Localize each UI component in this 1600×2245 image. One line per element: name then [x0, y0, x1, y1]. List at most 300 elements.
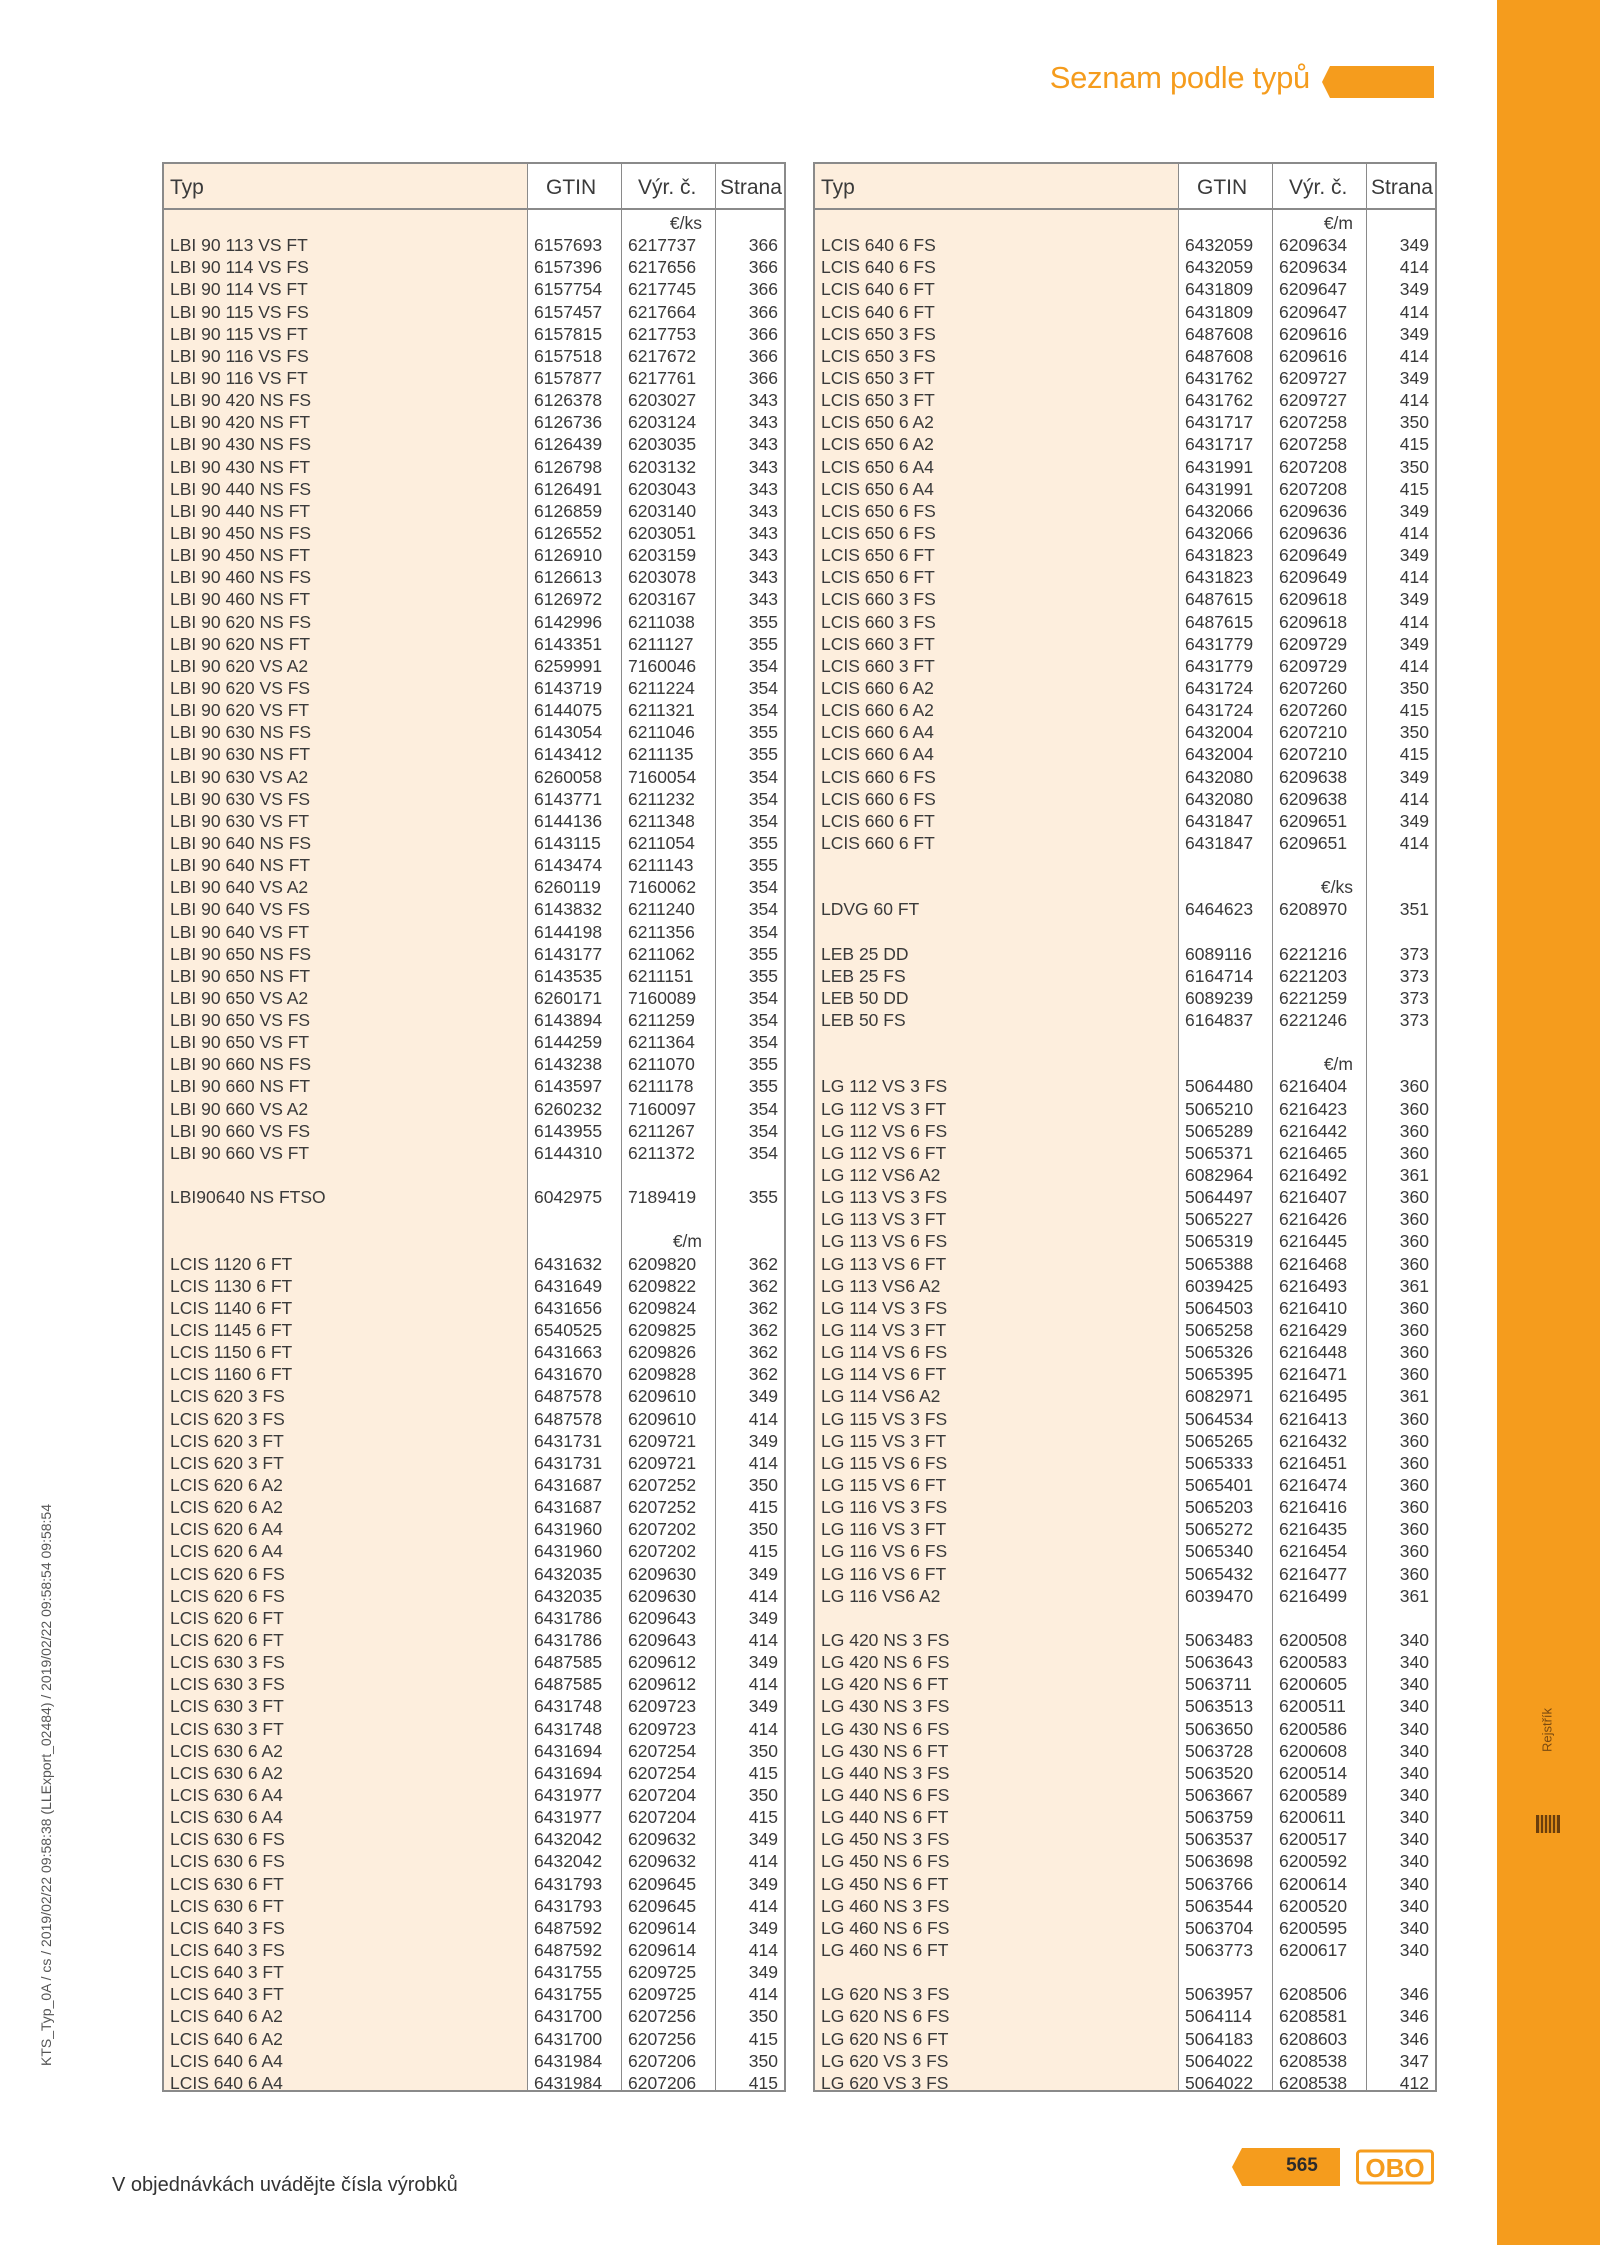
cell-strana: 350	[748, 1475, 778, 1496]
cell-typ: LG 440 NS 3 FS	[821, 1762, 950, 1783]
cell-vyr: 6221216	[1279, 943, 1348, 964]
table-row	[815, 1186, 1435, 1208]
cell-typ: LCIS 660 3 FT	[821, 633, 935, 654]
index-book-icon	[1535, 1812, 1561, 1836]
unit-label: €/ks	[669, 213, 702, 233]
cell-typ: LCIS 660 6 A2	[821, 700, 934, 721]
cell-typ: LCIS 650 6 FS	[821, 522, 936, 543]
cell-vyr: 6207254	[628, 1762, 697, 1783]
cell-strana: 412	[1399, 2072, 1429, 2093]
table-row	[815, 1740, 1435, 1762]
cell-gtin: 5064497	[1185, 1187, 1254, 1208]
cell-strana: 415	[748, 1807, 778, 1828]
cell-strana: 415	[748, 1497, 778, 1518]
cell-gtin: 6487615	[1185, 611, 1254, 632]
cell-gtin: 6487592	[534, 1939, 603, 1960]
cell-vyr: 6209649	[1279, 567, 1348, 588]
cell-typ: LCIS 620 3 FT	[170, 1430, 284, 1451]
cell-typ: LCIS 620 6 A2	[170, 1475, 283, 1496]
cell-strana: 354	[748, 877, 778, 898]
table-row	[815, 411, 1435, 433]
cell-typ: LCIS 1145 6 FT	[170, 1320, 293, 1341]
cell-typ: LG 115 VS 3 FS	[821, 1408, 948, 1429]
cell-typ: LG 112 VS 6 FS	[821, 1120, 948, 1141]
cell-strana: 415	[1399, 744, 1429, 765]
cell-gtin: 6431731	[534, 1452, 603, 1473]
cell-vyr: 6216499	[1279, 1585, 1348, 1606]
cell-gtin: 6143894	[534, 1010, 603, 1031]
cell-strana: 355	[748, 943, 778, 964]
cell-vyr: 6200514	[1279, 1762, 1348, 1783]
table-row	[815, 1695, 1435, 1717]
cell-typ: LCIS 620 6 A2	[170, 1497, 283, 1518]
cell-typ: LBI 90 440 NS FS	[170, 478, 312, 499]
table-row	[815, 766, 1435, 788]
cell-gtin: 6431823	[1185, 567, 1254, 588]
cell-vyr: 6216495	[1279, 1386, 1348, 1407]
cell-typ: LBI 90 650 VS A2	[170, 987, 309, 1008]
table-row	[815, 1208, 1435, 1230]
cell-typ: LBI 90 460 NS FT	[170, 589, 311, 610]
cell-strana: 349	[1399, 235, 1429, 256]
cell-vyr: 6209820	[628, 1253, 697, 1274]
cell-typ: LCIS 640 3 FT	[170, 1984, 284, 2005]
cell-strana: 373	[1399, 965, 1429, 986]
cell-vyr: 6209614	[628, 1917, 697, 1938]
cell-typ: LBI 90 430 NS FS	[170, 434, 312, 455]
cell-gtin: 6431960	[534, 1541, 603, 1562]
cell-vyr: 6217753	[628, 323, 697, 344]
cell-strana: 415	[1399, 700, 1429, 721]
cell-gtin: 6432004	[1185, 722, 1254, 743]
cell-vyr: 6211178	[628, 1076, 694, 1097]
cell-strana: 360	[1399, 1408, 1429, 1429]
cell-vyr: 6209651	[1279, 832, 1348, 853]
cell-vyr: 6209651	[1279, 810, 1348, 831]
cell-typ: LG 450 NS 6 FS	[821, 1851, 950, 1872]
table-row	[164, 1009, 784, 1031]
cell-typ: LBI90640 NS FTSO	[170, 1187, 326, 1208]
cell-gtin: 6143771	[534, 788, 603, 809]
cell-strana: 414	[748, 1895, 778, 1916]
table-row	[815, 832, 1435, 854]
cell-vyr: 6217672	[628, 345, 697, 366]
cell-strana: 414	[1399, 655, 1429, 676]
cell-gtin: 5065333	[1185, 1452, 1254, 1473]
cell-strana: 343	[748, 390, 778, 411]
cell-gtin: 6487592	[534, 1917, 603, 1938]
cell-typ: LBI 90 115 VS FT	[170, 323, 308, 344]
cell-vyr: 6209630	[628, 1585, 697, 1606]
table-row	[164, 1673, 784, 1695]
cell-vyr: 6203167	[628, 589, 697, 610]
cell-gtin: 5064183	[1185, 2028, 1254, 2049]
cell-typ: LCIS 1120 6 FT	[170, 1253, 293, 1274]
cell-gtin: 6487615	[1185, 589, 1254, 610]
cell-strana: 414	[1399, 522, 1429, 543]
cell-gtin: 5063520	[1185, 1762, 1254, 1783]
cell-vyr: 6211143	[628, 855, 694, 876]
table-row	[815, 1430, 1435, 1452]
cell-strana: 354	[748, 677, 778, 698]
table-row	[815, 1939, 1435, 1961]
cell-vyr: 6216416	[1279, 1497, 1348, 1518]
cell-vyr: 6216493	[1279, 1275, 1348, 1296]
cell-vyr: 6209616	[1279, 323, 1348, 344]
cell-strana: 355	[748, 722, 778, 743]
table-row	[815, 1009, 1435, 1031]
cell-typ: LCIS 1150 6 FT	[170, 1342, 293, 1363]
cell-typ: LG 112 VS 3 FT	[821, 1098, 947, 1119]
unit-row	[164, 1230, 784, 1252]
cell-strana: 349	[1399, 279, 1429, 300]
table-row	[164, 1718, 784, 1740]
cell-vyr: 6211321	[628, 700, 695, 721]
cell-gtin: 6143535	[534, 965, 603, 986]
table-row	[164, 1053, 784, 1075]
cell-strana: 343	[748, 500, 778, 521]
cell-gtin: 5065210	[1185, 1098, 1254, 1119]
table-body	[815, 212, 1435, 2094]
cell-strana: 343	[748, 434, 778, 455]
cell-typ: LCIS 660 6 A4	[821, 744, 934, 765]
cell-typ: LBI 90 620 NS FT	[170, 633, 311, 654]
cell-typ: LCIS 1140 6 FT	[170, 1297, 293, 1318]
cell-gtin: 6431847	[1185, 810, 1254, 831]
table-row	[815, 1253, 1435, 1275]
cell-typ: LCIS 620 6 FT	[170, 1630, 284, 1650]
cell-gtin: 6487585	[534, 1652, 603, 1673]
table-row	[164, 921, 784, 943]
table-row	[164, 411, 784, 433]
table-row	[815, 1098, 1435, 1120]
table-row	[164, 2050, 784, 2072]
table-row	[815, 478, 1435, 500]
cell-gtin: 5064503	[1185, 1297, 1254, 1318]
cell-strana: 349	[748, 1386, 778, 1407]
cell-typ: LBI 90 650 NS FT	[170, 965, 311, 986]
table-row	[164, 1585, 784, 1607]
cell-vyr: 6200586	[1279, 1718, 1348, 1739]
cell-vyr: 6207256	[628, 2006, 697, 2027]
cell-gtin: 6431724	[1185, 700, 1254, 721]
cell-typ: LCIS 640 6 FS	[821, 257, 936, 278]
table-row	[164, 1031, 784, 1053]
cell-gtin: 6260058	[534, 766, 603, 787]
cell-typ: LBI 90 640 NS FS	[170, 832, 312, 853]
cell-gtin: 6431700	[534, 2006, 603, 2027]
cell-vyr: 6200589	[1279, 1784, 1348, 1805]
cell-vyr: 6211232	[628, 788, 695, 809]
cell-strana: 340	[1399, 1696, 1429, 1717]
cell-typ: LG 114 VS 3 FT	[821, 1320, 947, 1341]
cell-strana: 366	[748, 279, 778, 300]
cell-vyr: 6207208	[1279, 456, 1348, 477]
cell-strana: 366	[748, 301, 778, 322]
cell-typ: LCIS 650 3 FT	[821, 367, 935, 388]
cell-vyr: 6207204	[628, 1807, 697, 1828]
table-row	[164, 1253, 784, 1275]
col-typ: Typ	[821, 176, 855, 199]
cell-strana: 340	[1399, 1674, 1429, 1695]
cell-typ: LCIS 660 3 FS	[821, 589, 936, 610]
cell-typ: LBI 90 650 VS FS	[170, 1010, 311, 1031]
cell-vyr: 6207206	[628, 2072, 697, 2093]
cell-gtin: 5065258	[1185, 1320, 1254, 1341]
col-gtin: GTIN	[1197, 176, 1248, 199]
cell-vyr: 6211127	[628, 633, 694, 654]
cell-gtin: 6431755	[534, 1984, 603, 2005]
table-row	[815, 2028, 1435, 2050]
cell-gtin: 6260171	[534, 987, 603, 1008]
table-row	[815, 611, 1435, 633]
cell-gtin: 6143054	[534, 722, 603, 743]
cell-typ: LCIS 650 3 FT	[821, 390, 935, 411]
cell-strana: 350	[1399, 412, 1429, 433]
cell-gtin: 5065388	[1185, 1253, 1254, 1274]
cell-gtin: 6431977	[534, 1807, 603, 1828]
cell-typ: LG 430 NS 6 FT	[821, 1740, 949, 1761]
cell-gtin: 6431984	[534, 2072, 603, 2093]
cell-strana: 350	[1399, 722, 1429, 743]
unit-label: €/m	[672, 1231, 702, 1252]
table-row	[164, 566, 784, 588]
cell-gtin: 6431847	[1185, 832, 1254, 853]
table-row	[164, 677, 784, 699]
spacer-row	[815, 1961, 1435, 1983]
table-row	[815, 2005, 1435, 2027]
cell-typ: LCIS 660 6 FS	[821, 766, 936, 787]
cell-strana: 366	[748, 257, 778, 278]
cell-gtin: 6143351	[534, 633, 603, 654]
cell-vyr: 6216454	[1279, 1541, 1348, 1562]
cell-gtin: 5063957	[1185, 1984, 1254, 2005]
table-body	[164, 212, 784, 2094]
cell-gtin: 6432080	[1185, 766, 1254, 787]
cell-strana: 350	[748, 1784, 778, 1805]
cell-vyr: 6203132	[628, 456, 697, 477]
cell-strana: 354	[748, 655, 778, 676]
cell-typ: LG 112 VS 3 FS	[821, 1076, 948, 1097]
cell-strana: 349	[748, 1829, 778, 1850]
table-row	[164, 1452, 784, 1474]
cell-vyr: 6211356	[628, 921, 695, 942]
cell-vyr: 6207256	[628, 2028, 697, 2049]
table-row	[164, 1917, 784, 1939]
unit-label: €/m	[1323, 213, 1353, 233]
cell-strana: 340	[1399, 1873, 1429, 1894]
cell-strana: 349	[748, 1430, 778, 1451]
cell-gtin: 5065432	[1185, 1563, 1254, 1584]
cell-typ: LCIS 620 6 FS	[170, 1585, 285, 1606]
cell-vyr: 6211038	[628, 611, 695, 632]
table-row	[815, 1230, 1435, 1252]
cell-gtin: 6431786	[534, 1607, 603, 1628]
cell-gtin: 6431779	[1185, 633, 1254, 654]
table-row	[164, 1873, 784, 1895]
cell-strana: 414	[748, 1630, 778, 1650]
table-row	[164, 500, 784, 522]
table-row	[815, 1585, 1435, 1607]
cell-gtin: 5063667	[1185, 1784, 1254, 1805]
cell-strana: 414	[1399, 567, 1429, 588]
table-row	[164, 1540, 784, 1562]
cell-vyr: 6211070	[628, 1054, 695, 1075]
cell-typ: LG 116 VS 6 FT	[821, 1563, 947, 1584]
cell-typ: LCIS 630 6 A4	[170, 1807, 283, 1828]
table-row	[815, 1474, 1435, 1496]
table-row	[815, 2072, 1435, 2094]
cell-gtin: 5063544	[1185, 1895, 1254, 1916]
table-row	[815, 1873, 1435, 1895]
cell-typ: LG 450 NS 3 FS	[821, 1829, 950, 1850]
cell-gtin: 6143474	[534, 855, 603, 876]
cell-typ: LG 115 VS 3 FT	[821, 1430, 947, 1451]
cell-vyr: 6200592	[1279, 1851, 1348, 1872]
unit-row	[164, 212, 784, 234]
cell-strana: 354	[748, 899, 778, 920]
cell-typ: LG 113 VS 6 FT	[821, 1253, 947, 1274]
cell-typ: LBI 90 620 VS A2	[170, 655, 309, 676]
cell-vyr: 6209638	[1279, 766, 1348, 787]
cell-strana: 349	[748, 1607, 778, 1628]
cell-vyr: 6217737	[628, 235, 697, 256]
cell-strana: 349	[1399, 367, 1429, 388]
cell-vyr: 7189419	[628, 1187, 697, 1208]
cell-vyr: 6209727	[1279, 367, 1348, 388]
cell-typ: LBI 90 650 NS FS	[170, 943, 312, 964]
table-row	[164, 1784, 784, 1806]
side-index-label[interactable]: Rejstřík	[1539, 1707, 1555, 1753]
cell-vyr: 6209618	[1279, 611, 1348, 632]
cell-typ: LBI 90 630 VS FT	[170, 810, 310, 831]
cell-vyr: 6211062	[628, 943, 695, 964]
table-row	[164, 1385, 784, 1407]
cell-gtin: 6431809	[1185, 279, 1254, 300]
table-row	[164, 1297, 784, 1319]
cell-gtin: 5065340	[1185, 1541, 1254, 1562]
cell-strana: 354	[748, 1032, 778, 1053]
cell-typ: LBI 90 114 VS FS	[170, 257, 309, 278]
table-row	[815, 1629, 1435, 1651]
cell-typ: LG 112 VS 6 FT	[821, 1142, 947, 1163]
cell-gtin: 6432059	[1185, 235, 1254, 256]
cell-vyr: 6217761	[628, 367, 697, 388]
cell-vyr: 6209645	[628, 1895, 697, 1916]
cell-vyr: 6211151	[628, 965, 694, 986]
table-row	[815, 1275, 1435, 1297]
cell-typ: LCIS 660 3 FT	[821, 655, 935, 676]
cell-vyr: 7160054	[628, 766, 697, 787]
cell-gtin: 6260119	[534, 877, 601, 898]
cell-strana: 349	[1399, 633, 1429, 654]
cell-vyr: 6216429	[1279, 1320, 1348, 1341]
cell-typ: LG 116 VS 3 FT	[821, 1519, 947, 1540]
table-row	[164, 611, 784, 633]
cell-gtin: 6431755	[534, 1962, 603, 1983]
cell-vyr: 6216468	[1279, 1253, 1348, 1274]
svg-text:OBO: OBO	[1365, 2153, 1425, 2183]
cell-typ: LCIS 1130 6 FT	[170, 1275, 293, 1296]
cell-strana: 354	[748, 1098, 778, 1119]
cell-gtin: 6487585	[534, 1674, 603, 1695]
cell-gtin: 5064480	[1185, 1076, 1254, 1097]
cell-typ: LCIS 650 6 A4	[821, 456, 934, 477]
cell-gtin: 5064022	[1185, 2072, 1254, 2093]
cell-vyr: 6209649	[1279, 545, 1348, 566]
cell-typ: LCIS 640 6 A2	[170, 2028, 283, 2049]
cell-typ: LBI 90 630 VS A2	[170, 766, 309, 787]
cell-gtin: 6431694	[534, 1740, 603, 1761]
cell-typ: LCIS 620 6 A4	[170, 1541, 283, 1562]
cell-gtin: 6431717	[1185, 412, 1254, 433]
cell-vyr: 6208970	[1279, 899, 1348, 920]
cell-typ: LBI 90 660 VS A2	[170, 1098, 309, 1119]
cell-vyr: 6209725	[628, 1962, 697, 1983]
table-row	[164, 433, 784, 455]
cell-strana: 360	[1399, 1142, 1429, 1163]
cell-strana: 349	[748, 1696, 778, 1717]
cell-strana: 415	[748, 2072, 778, 2093]
cell-vyr: 6209610	[628, 1386, 697, 1407]
cell-strana: 349	[1399, 589, 1429, 610]
cell-strana: 354	[748, 1010, 778, 1031]
cell-strana: 343	[748, 589, 778, 610]
cell-typ: LCIS 620 6 FT	[170, 1607, 284, 1628]
cell-gtin: 6157457	[534, 301, 603, 322]
cell-typ: LCIS 1160 6 FT	[170, 1364, 293, 1385]
cell-typ: LBI 90 660 VS FS	[170, 1120, 311, 1141]
cell-typ: LG 620 NS 6 FS	[821, 2006, 950, 2027]
cell-vyr: 6200605	[1279, 1674, 1348, 1695]
cell-typ: LG 114 VS 6 FT	[821, 1364, 947, 1385]
cell-typ: LBI 90 450 NS FS	[170, 522, 312, 543]
table-row	[815, 1895, 1435, 1917]
cell-gtin: 6126798	[534, 456, 603, 477]
table-row	[164, 1319, 784, 1341]
cell-typ: LCIS 640 6 A4	[170, 2072, 283, 2093]
cell-vyr: 6203140	[628, 500, 697, 521]
cell-gtin: 5064534	[1185, 1408, 1254, 1429]
cell-strana: 414	[748, 1984, 778, 2005]
cell-strana: 360	[1399, 1297, 1429, 1318]
cell-vyr: 6211224	[628, 677, 695, 698]
cell-typ: LBI 90 630 NS FT	[170, 744, 311, 765]
cell-strana: 414	[1399, 257, 1429, 278]
table-row	[815, 633, 1435, 655]
cell-gtin: 6431724	[1185, 677, 1254, 698]
cell-strana: 350	[748, 2006, 778, 2027]
cell-vyr: 6209723	[628, 1718, 697, 1739]
cell-strana: 354	[748, 766, 778, 787]
cell-strana: 340	[1399, 1630, 1429, 1650]
table-row	[815, 1828, 1435, 1850]
table-row	[164, 544, 784, 566]
cell-gtin: 6487578	[534, 1386, 603, 1407]
cell-gtin: 6143832	[534, 899, 603, 920]
cell-vyr: 6209616	[1279, 345, 1348, 366]
cell-vyr: 6216435	[1279, 1519, 1348, 1540]
cell-vyr: 6209828	[628, 1364, 697, 1385]
cell-typ: LG 430 NS 3 FS	[821, 1696, 950, 1717]
cell-typ: LCIS 630 6 A2	[170, 1740, 283, 1761]
table-row	[815, 655, 1435, 677]
cell-strana: 340	[1399, 1807, 1429, 1828]
cell-strana: 360	[1399, 1475, 1429, 1496]
cell-strana: 414	[1399, 390, 1429, 411]
table-row	[164, 633, 784, 655]
cell-typ: LBI 90 430 NS FT	[170, 456, 311, 477]
